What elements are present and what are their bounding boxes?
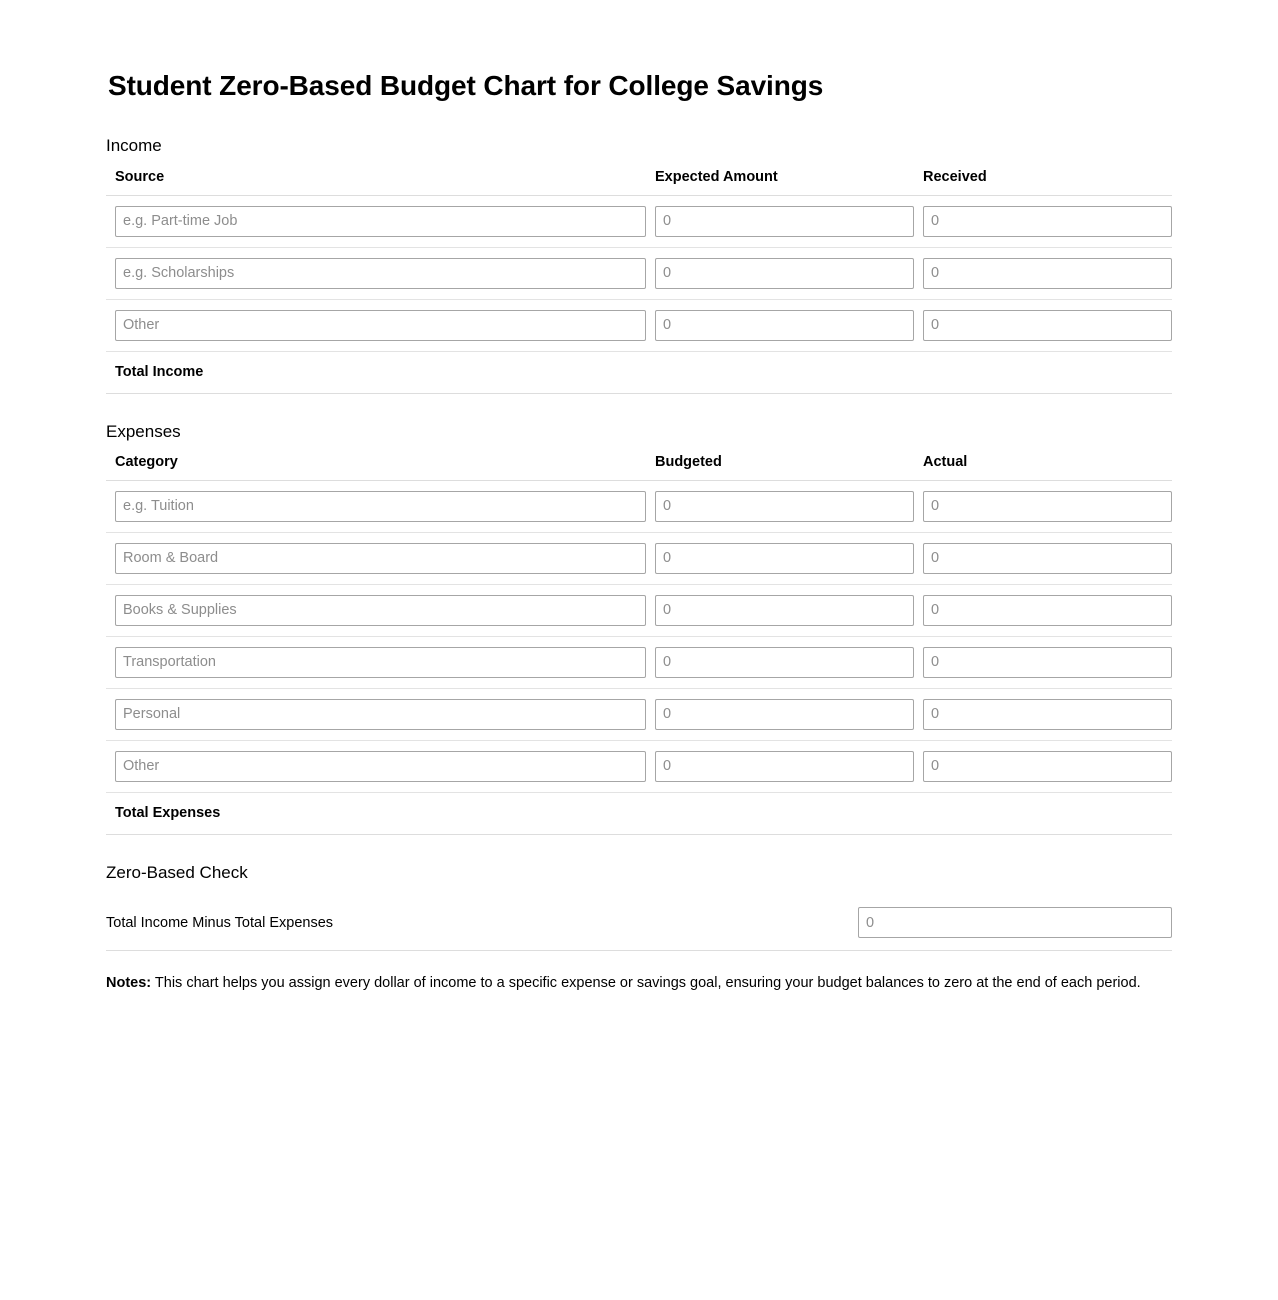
zero-based-check-row xyxy=(106,895,1172,951)
expense-actual-input-5[interactable] xyxy=(923,751,1172,782)
expenses-col-budgeted: Budgeted xyxy=(646,454,914,481)
expense-actual-input-2[interactable] xyxy=(923,595,1172,626)
expenses-table-header-row xyxy=(106,454,1172,481)
expense-budgeted-cell xyxy=(646,636,914,688)
expense-category-cell xyxy=(106,532,646,584)
zero-based-check-table xyxy=(106,895,1172,951)
expense-actual-input-4[interactable] xyxy=(923,699,1172,730)
expenses-total-row xyxy=(106,792,1172,834)
income-expected-input-1[interactable] xyxy=(655,258,914,289)
expense-budgeted-input-0[interactable] xyxy=(655,491,914,522)
zero-based-check-value-cell xyxy=(858,895,1172,951)
expense-budgeted-cell xyxy=(646,740,914,792)
notes-block xyxy=(106,973,1172,994)
expense-budgeted-input-4[interactable] xyxy=(655,699,914,730)
expenses-col-category: Category xyxy=(106,454,646,481)
expenses-col-actual: Actual xyxy=(914,454,1172,481)
income-received-input-2[interactable] xyxy=(923,310,1172,341)
income-received-cell xyxy=(914,247,1172,299)
expense-category-input-2[interactable] xyxy=(115,595,646,626)
expense-category-input-3[interactable] xyxy=(115,647,646,678)
income-table-header-row xyxy=(106,169,1172,196)
expense-budgeted-cell xyxy=(646,688,914,740)
expense-budgeted-input-3[interactable] xyxy=(655,647,914,678)
income-expected-input-0[interactable] xyxy=(655,206,914,237)
income-col-source: Source xyxy=(106,169,646,196)
zero-based-check-heading: Zero-Based Check xyxy=(106,862,248,882)
expense-actual-input-0[interactable] xyxy=(923,491,1172,522)
table-row xyxy=(106,740,1172,792)
page-title: Student Zero-Based Budget Chart for College Savings xyxy=(108,70,824,101)
expenses-section xyxy=(106,422,1172,835)
expenses-total-label: Total Expenses xyxy=(106,792,646,834)
income-total-label: Total Income xyxy=(106,351,646,393)
expense-actual-cell xyxy=(914,636,1172,688)
income-expected-cell xyxy=(646,195,914,247)
expense-actual-input-1[interactable] xyxy=(923,543,1172,574)
expense-budgeted-input-1[interactable] xyxy=(655,543,914,574)
zero-based-check-input[interactable] xyxy=(858,907,1172,938)
income-source-input-1[interactable] xyxy=(115,258,646,289)
expense-category-cell xyxy=(106,636,646,688)
income-source-input-0[interactable] xyxy=(115,206,646,237)
notes-text: This chart helps you assign every dollar of income to a specific expense or savings goal, ensuring your budget balances to zero at the end of each period. xyxy=(151,975,1141,992)
income-section xyxy=(106,136,1172,393)
table-row xyxy=(106,688,1172,740)
income-section-heading: Income xyxy=(106,136,162,156)
table-row xyxy=(106,584,1172,636)
expense-category-input-5[interactable] xyxy=(115,751,646,782)
expense-category-input-0[interactable] xyxy=(115,491,646,522)
expense-category-cell xyxy=(106,584,646,636)
expense-actual-cell xyxy=(914,584,1172,636)
income-table xyxy=(106,169,1172,394)
zero-based-check-label: Total Income Minus Total Expenses xyxy=(106,895,858,951)
expenses-total-actual-value xyxy=(914,792,1172,834)
expense-category-cell xyxy=(106,688,646,740)
income-received-cell xyxy=(914,299,1172,351)
expenses-table xyxy=(106,454,1172,835)
income-source-cell xyxy=(106,299,646,351)
income-source-cell xyxy=(106,195,646,247)
expense-actual-cell xyxy=(914,532,1172,584)
expense-budgeted-cell xyxy=(646,584,914,636)
table-row xyxy=(106,480,1172,532)
table-row xyxy=(106,247,1172,299)
expense-budgeted-cell xyxy=(646,480,914,532)
income-total-expected-value xyxy=(646,351,914,393)
income-col-received: Received xyxy=(914,169,1172,196)
income-source-input-2[interactable] xyxy=(115,310,646,341)
expense-actual-cell xyxy=(914,688,1172,740)
notes-label: Notes: xyxy=(106,975,152,992)
table-row xyxy=(106,532,1172,584)
income-expected-cell xyxy=(646,247,914,299)
expense-category-input-1[interactable] xyxy=(115,543,646,574)
income-received-input-0[interactable] xyxy=(923,206,1172,237)
expense-actual-cell xyxy=(914,740,1172,792)
income-total-row xyxy=(106,351,1172,393)
table-row xyxy=(106,299,1172,351)
table-row xyxy=(106,636,1172,688)
income-received-input-1[interactable] xyxy=(923,258,1172,289)
expense-actual-input-3[interactable] xyxy=(923,647,1172,678)
income-total-received-value xyxy=(914,351,1172,393)
expense-budgeted-input-2[interactable] xyxy=(655,595,914,626)
income-expected-input-2[interactable] xyxy=(655,310,914,341)
income-source-cell xyxy=(106,247,646,299)
expense-category-input-4[interactable] xyxy=(115,699,646,730)
expense-budgeted-cell xyxy=(646,532,914,584)
income-expected-cell xyxy=(646,299,914,351)
expense-category-cell xyxy=(106,480,646,532)
income-received-cell xyxy=(914,195,1172,247)
zero-based-check-section xyxy=(106,863,1172,951)
income-col-expected: Expected Amount xyxy=(646,169,914,196)
expense-category-cell xyxy=(106,740,646,792)
table-row xyxy=(106,195,1172,247)
expenses-section-heading: Expenses xyxy=(106,421,181,441)
expense-actual-cell xyxy=(914,480,1172,532)
expenses-total-budgeted-value xyxy=(646,792,914,834)
expense-budgeted-input-5[interactable] xyxy=(655,751,914,782)
